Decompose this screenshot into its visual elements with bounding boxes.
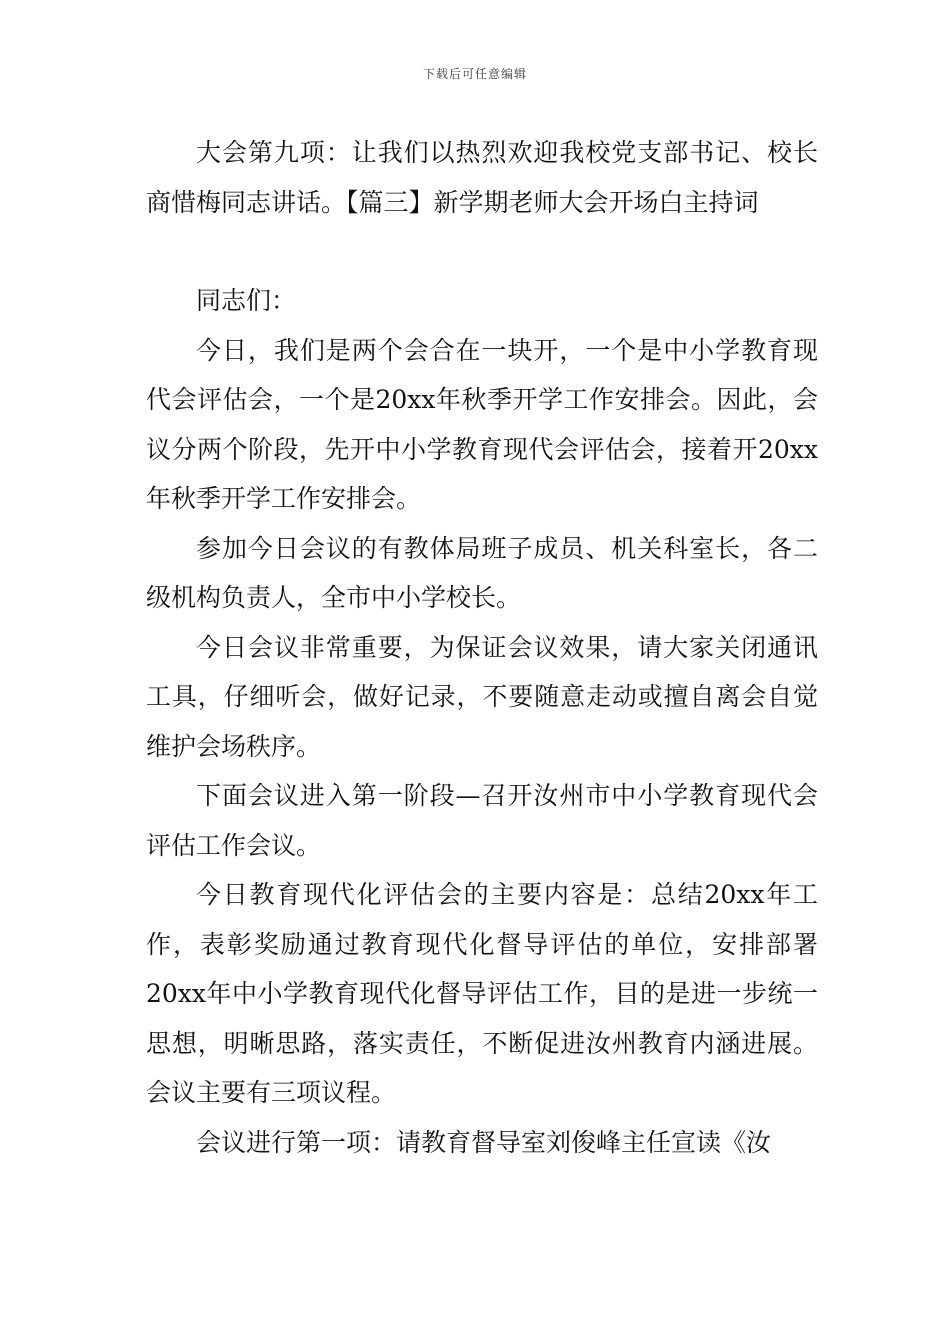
paragraph: 大会第九项：让我们以热烈欢迎我校党支部书记、校长商惜梅同志讲话。【篇三】新学期老师大会开场白主持词 (146, 138, 818, 217)
paragraph: 会议进行第一项：请教育督导室刘俊峰主任宣读《汝 (196, 1127, 772, 1157)
paragraph: 参加今日会议的有教体局班子成员、机关科室长，各二级机构负责人，全市中小学校长。 (146, 533, 818, 612)
paragraph: 同志们： (196, 286, 297, 315)
page-header: 下载后可任意编辑 (422, 67, 527, 81)
paragraph: 今日，我们是两个会合在一块开，一个是中小学教育现代会评估会，一个是20xx年秋季开学工作安排会。因此，会议分两个阶段，先开中小学教育现代会评估会，接着开20xx年秋季开学工作安排会。 (146, 335, 818, 513)
paragraph: 今日会议非常重要，为保证会议效果，请大家关闭通讯工具，仔细听会，做好记录，不要随意走动或擅自离会自觉维护会场秩序。 (146, 632, 818, 761)
paragraph: 下面会议进入第一阶段—召开汝州市中小学教育现代会评估工作会议。 (146, 781, 818, 860)
paragraph: 今日教育现代化评估会的主要内容是：总结20xx年工作，表彰奖励通过教育现代化督导评估的单位，安排部署20xx年中小学教育现代化督导评估工作，目的是进一步统一思想，明晰思路，落实责任，不断促进汝州教育内涵进展。会议主要有三项议程。 (146, 880, 818, 1107)
document-body (146, 128, 818, 1167)
paragraph-gap (146, 227, 818, 276)
